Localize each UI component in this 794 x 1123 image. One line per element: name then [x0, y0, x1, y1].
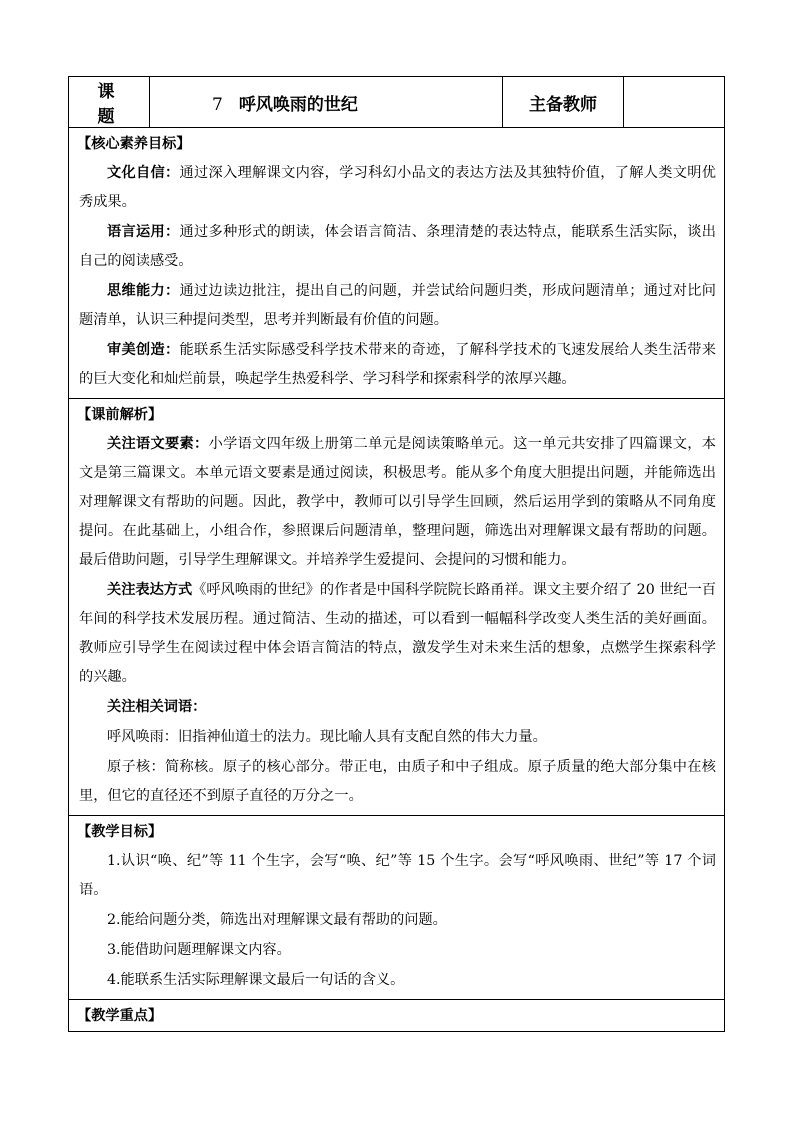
core-goal-text: 通过多种形式的朗读，体会语言简洁、条理清楚的表达特点，能联系生活实际，谈出自己的阅读感受。 — [79, 224, 716, 269]
vocab-item: 呼风唤雨：旧指神仙道士的法力。现比喻人具有支配自然的伟大力量。 — [107, 729, 547, 745]
teaching-goals-section — [69, 816, 725, 1000]
vocab-label: 关注相关词语： — [107, 699, 207, 715]
core-goal-text: 通过边读边批注，提出自己的问题，并尝试给问题归类，形成问题清单；通过对比问题清单，认识三种提问类型，思考并判断最有价值的问题。 — [79, 283, 716, 328]
core-goal-item — [79, 336, 716, 394]
lesson-plan-table — [68, 76, 725, 1032]
core-goal-label: 文化自信： — [107, 165, 180, 181]
core-goal-text: 通过深入理解课文内容，学习科幻小品文的表达方法及其独特价值，了解人类文明优秀成果。 — [79, 165, 716, 210]
teaching-goal-item: 2.能给问题分类，筛选出对理解课文最有帮助的问题。 — [107, 912, 447, 928]
teaching-goal-item: 3.能借助问题理解课文内容。 — [107, 942, 291, 958]
teaching-goal-item: 4.能联系生活实际理解课文最后一句话的含义。 — [107, 972, 405, 988]
topic-label-cell — [69, 77, 150, 128]
core-goals-section — [69, 128, 725, 399]
lesson-title: 呼风唤雨的世纪 — [238, 94, 358, 115]
core-goal-label: 语言运用： — [107, 224, 180, 240]
pre-analysis-title: 【课前解析】 — [77, 407, 163, 423]
pre-analysis-row — [69, 399, 725, 816]
topic-label: 课 题 — [97, 82, 127, 127]
teacher-label-cell — [503, 77, 624, 128]
core-goal-item — [79, 159, 716, 217]
core-goal-label: 审美创造： — [107, 342, 180, 358]
core-goal-item — [79, 277, 716, 335]
focus-expression-text: 《呼风唤雨的世纪》的作者是中国科学院院长路甬祥。课文主要介绍了 20 世纪一百年间的科学技术发展历程。通过简洁、生动的描述，可以看到一幅幅科学改变人类生活的美好画面。教师应引导学生在阅读过程中体会语言简洁的特点，激发学生对未来生活的想象，点燃学生探索科学的兴趣。 — [79, 582, 716, 685]
core-goal-label: 思维能力： — [107, 283, 180, 299]
header-row — [69, 77, 725, 128]
core-goals-row — [69, 128, 725, 399]
core-goal-text: 能联系生活实际感受科学技术带来的奇迹，了解科学技术的飞速发展给人类生活带来的巨大变化和灿烂前景，唤起学生热爱科学、学习科学和探索科学的浓厚兴趣。 — [79, 342, 716, 387]
teacher-value-cell — [624, 77, 725, 128]
focus-expression-paragraph — [79, 576, 716, 692]
core-goals-title: 【核心素养目标】 — [77, 136, 191, 152]
lesson-title-cell — [150, 77, 503, 128]
lesson-plan-page — [68, 76, 725, 1032]
focus-expression-label: 关注表达方式 — [107, 582, 193, 598]
focus-elements-paragraph — [79, 430, 716, 575]
vocab-item: 原子核：简称核。原子的核心部分。带正电，由质子和中子组成。原子质量的绝大部分集中在核里，但它的直径还不到原子直径的万分之一。 — [79, 759, 716, 804]
vocab-heading — [79, 693, 716, 722]
key-points-row — [69, 1000, 725, 1032]
teaching-goal-item: 1.认识“唤、纪”等 11 个生字，会写“唤、纪”等 15 个生字。会写“呼风唤雨、世纪”等 17 个词语。 — [79, 853, 716, 898]
focus-elements-label: 关注语文要素： — [107, 436, 209, 452]
key-points-section — [69, 1000, 725, 1032]
teaching-goals-title: 【教学目标】 — [77, 824, 163, 840]
key-points-title: 【教学重点】 — [77, 1008, 163, 1024]
lesson-number: 7 — [212, 94, 223, 115]
core-goal-item — [79, 218, 716, 276]
teaching-goals-row — [69, 816, 725, 1000]
teacher-label: 主备教师 — [529, 94, 597, 115]
focus-elements-text: 小学语文四年级上册第二单元是阅读策略单元。这一单元共安排了四篇课文，本文是第三篇课文。本单元语文要素是通过阅读，积极思考。能从多个角度大胆提出问题，并能筛选出对理解课文有帮助的问题。因此，教学中，教师可以引导学生回顾，然后运用学到的策略从不同角度提问。在此基础上，小组合作，参照课后问题清单，整理问题，筛选出对理解课文最有帮助的问题。最后借助问题，引导学生理解课文。并培养学生爱提问、会提问的习惯和能力。 — [79, 436, 716, 568]
pre-analysis-section — [69, 399, 725, 816]
